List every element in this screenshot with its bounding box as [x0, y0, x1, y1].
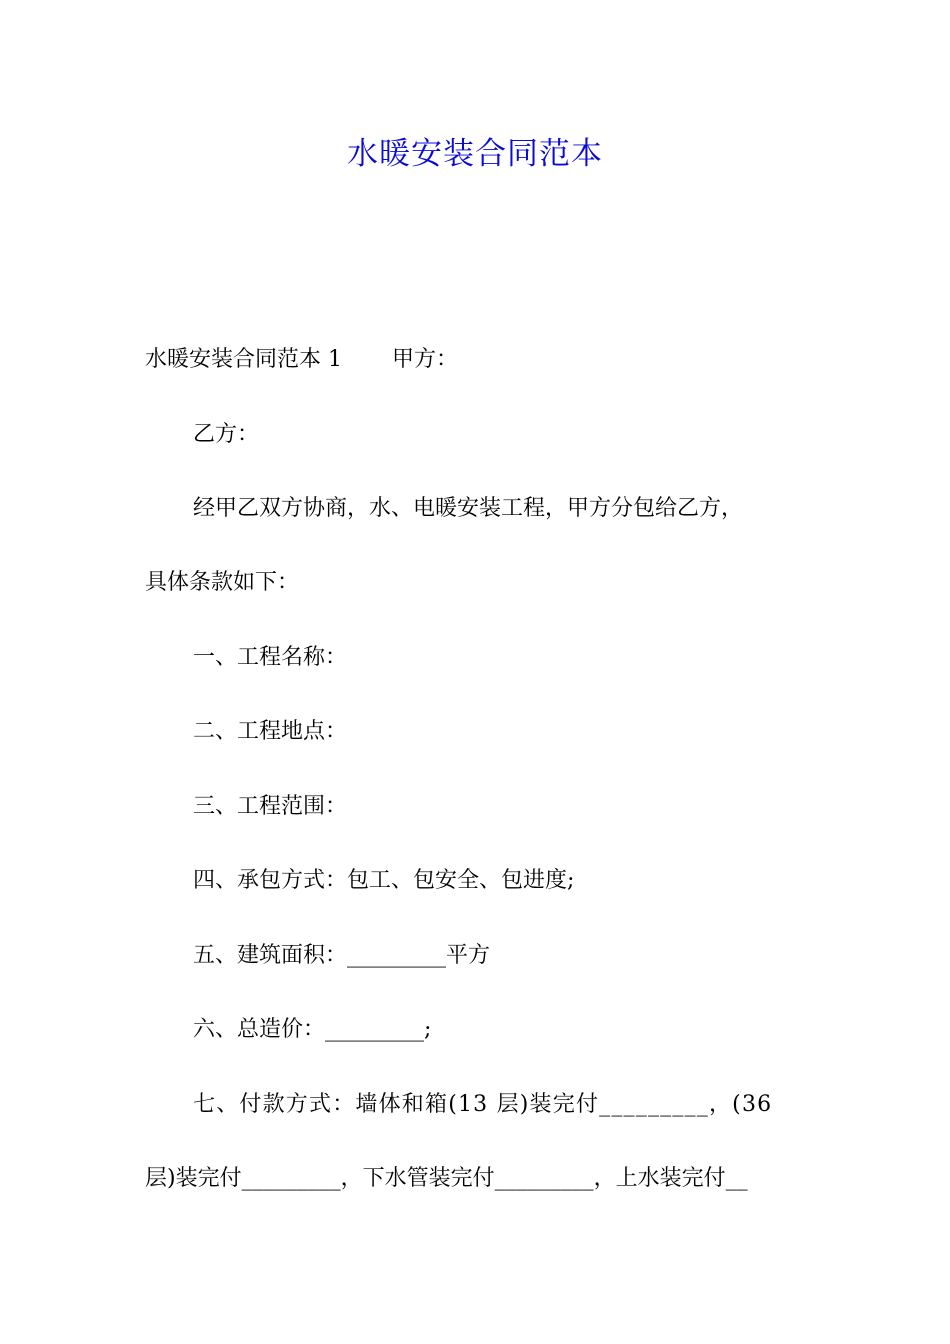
party-a-label: 甲方：	[392, 347, 459, 372]
clause-project-name: 一、工程名称：	[193, 645, 348, 670]
clause-contract-method: 四、承包方式：包工、包安全、包进度;	[193, 868, 575, 893]
clause-total-cost: 六、总造价：_________;	[193, 1017, 432, 1042]
clause-project-scope: 三、工程范围：	[193, 794, 348, 819]
clause-project-location: 二、工程地点：	[193, 719, 348, 744]
intro-paragraph-line-1: 经甲乙双方协商，水、电暖安装工程，甲方分包给乙方，	[193, 496, 744, 521]
contract-heading-line	[145, 345, 825, 375]
contract-heading: 水暖安装合同范本 1	[145, 347, 342, 372]
intro-paragraph-line-2: 具体条款如下：	[145, 570, 300, 595]
clause-payment-line-1: 七、付款方式：墙体和箱(13 层)装完付_________，(36	[193, 1092, 773, 1117]
clause-payment-line-2: 层)装完付_________，下水管装完付_________，上水装完付__	[145, 1166, 748, 1191]
document-title: 水暖安装合同范本	[347, 136, 603, 172]
clause-building-area: 五、建筑面积：_________平方	[193, 943, 491, 968]
party-b-label: 乙方：	[193, 422, 260, 447]
